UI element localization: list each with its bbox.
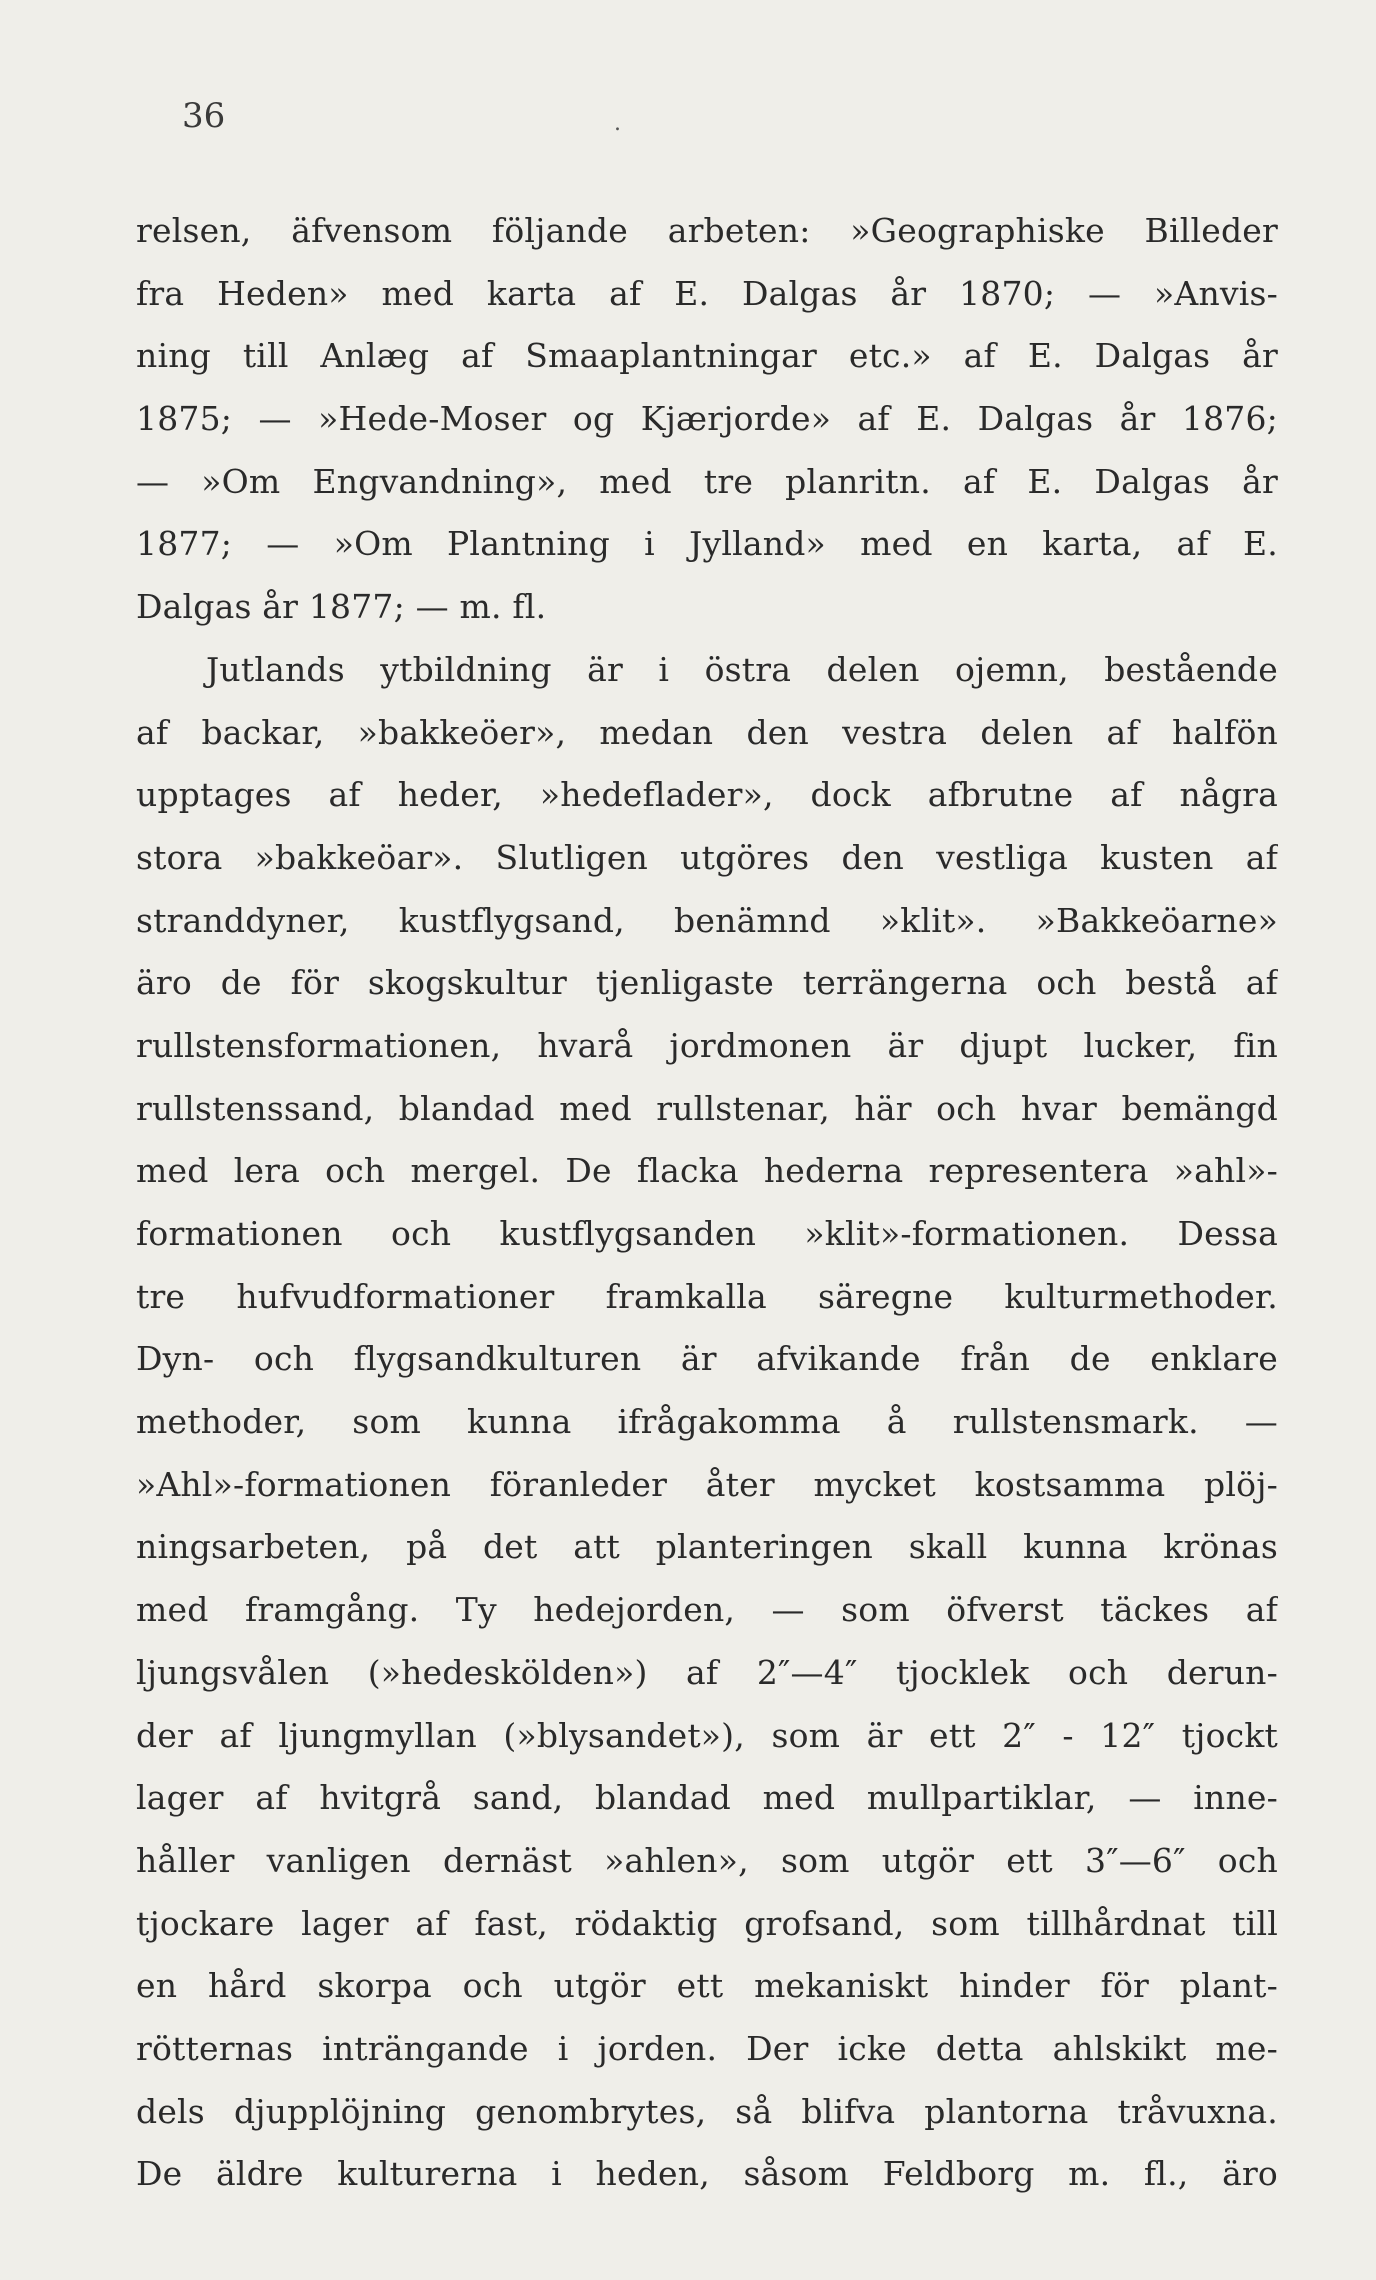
text-line: rötternas inträngande i jorden. Der icke detta ahlskikt me- bbox=[136, 2028, 1278, 2068]
text-line: der af ljungmyllan (»blysandet»), som är ett 2″ - 12″ tjockt bbox=[136, 1715, 1278, 1755]
text-line: 1877; — »Om Plantning i Jylland» med en karta, af E. bbox=[136, 524, 1278, 564]
text-line: tjockare lager af fast, rödaktig grofsand, som tillhårdnat till bbox=[136, 1903, 1278, 1943]
text-line: tre hufvudformationer framkalla säregne kulturmethoder. bbox=[136, 1276, 1278, 1316]
text-line: De äldre kulturerna i heden, såsom Feldborg m. fl., äro bbox=[136, 2154, 1278, 2194]
text-line: dels djupplöjning genombrytes, så blifva plantorna tråvuxna. bbox=[136, 2091, 1278, 2131]
text-line: Dalgas år 1877; — m. fl. bbox=[136, 587, 547, 627]
text-line: 1875; — »Hede-Moser og Kjærjorde» af E. Dalgas år 1876; bbox=[136, 399, 1278, 439]
text-line: med lera och mergel. De flacka hederna representera »ahl»- bbox=[136, 1151, 1278, 1191]
page-number: 36 bbox=[182, 96, 226, 136]
text-line: af backar, »bakkeöer», medan den vestra delen af halfön bbox=[136, 712, 1278, 752]
text-line: formationen och kustflygsanden »klit»-formationen. Dessa bbox=[136, 1214, 1278, 1253]
text-line: stranddyner, kustflygsand, benämnd »klit». »Bakkeöarne» bbox=[136, 900, 1278, 940]
text-line: håller vanligen dernäst »ahlen», som utgör ett 3″—6″ och bbox=[136, 1840, 1278, 1880]
text-line: Dyn- och flygsandkulturen är afvikande från de enklare bbox=[136, 1339, 1278, 1379]
text-line: lager af hvitgrå sand, blandad med mullpartiklar, — inne- bbox=[136, 1778, 1278, 1818]
text-line: ning till Anlæg af Smaaplantningar etc.» af E. Dalgas år bbox=[136, 336, 1278, 376]
text-line: methoder, som kunna ifrågakomma å rullstensmark. — bbox=[136, 1402, 1278, 1442]
text-line: rullstensformationen, hvarå jordmonen är djupt lucker, fin bbox=[136, 1025, 1278, 1065]
text-line: — »Om Engvandning», med tre planritn. af E. Dalgas år bbox=[136, 461, 1278, 501]
text-line: relsen, äfvensom följande arbeten: »Geographiske Billeder bbox=[136, 211, 1278, 250]
text-line: med framgång. Ty hedejorden, — som öfverst täckes af bbox=[136, 1590, 1278, 1630]
text-line: fra Heden» med karta af E. Dalgas år 1870; — »Anvis- bbox=[136, 273, 1278, 313]
text-line: en hård skorpa och utgör ett mekaniskt hinder för plant- bbox=[136, 1966, 1278, 2006]
text-line: Jutlands ytbildning är i östra delen ojemn, bestående bbox=[206, 649, 1278, 689]
text-line: »Ahl»-formationen föranleder åter mycket kostsamma plöj- bbox=[136, 1464, 1278, 1504]
text-line: stora »bakkeöar». Slutligen utgöres den vestliga kusten af bbox=[136, 837, 1278, 877]
text-line: upptages af heder, »hedeflader», dock afbrutne af några bbox=[136, 775, 1278, 815]
text-line: rullstenssand, blandad med rullstenar, här och hvar bemängd bbox=[136, 1088, 1278, 1128]
body-text bbox=[136, 200, 1278, 2206]
text-line: äro de för skogskultur tjenligaste terrängerna och bestå af bbox=[136, 963, 1278, 1003]
text-line: ningsarbeten, på det att planteringen skall kunna krönas bbox=[136, 1527, 1278, 1567]
page-mark: . bbox=[614, 111, 621, 136]
text-line: ljungsvålen (»hedeskölden») af 2″—4″ tjocklek och derun- bbox=[136, 1652, 1278, 1692]
